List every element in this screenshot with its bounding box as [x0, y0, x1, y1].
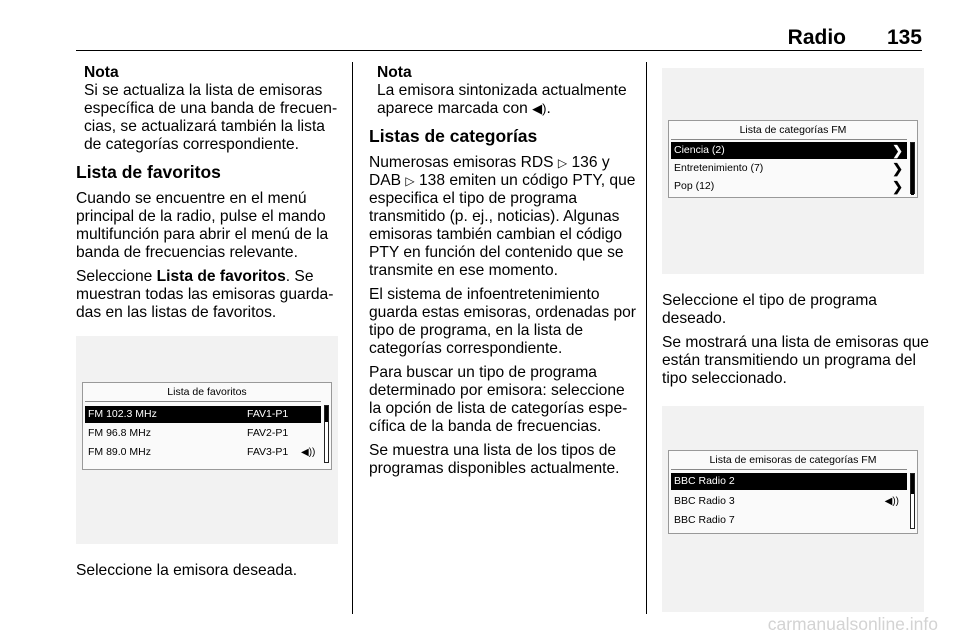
categories-screen-image — [662, 68, 924, 274]
speaker-icon: ◀) — [532, 101, 547, 116]
scrollbar — [910, 142, 915, 194]
categories-display — [668, 120, 918, 198]
reference-arrow-icon: ▷ — [557, 156, 568, 170]
display-title: Lista de categorías FM — [739, 124, 847, 136]
list-item: BBC Radio 7 — [674, 514, 735, 526]
page-title: Radio — [787, 26, 846, 49]
paragraph: El sistema de infoentretenimiento guarda estas emisoras, ordenadas por tipo de programa, en la lista de categorías correspondiente. — [369, 286, 636, 357]
scrollbar — [910, 473, 915, 529]
list-item: Ciencia (2) ❯ — [671, 142, 907, 159]
right-column — [662, 292, 932, 394]
section-heading-favorites: Lista de favoritos — [76, 162, 221, 182]
paragraph: Seleccione el tipo de programa deseado. — [662, 292, 877, 327]
note-heading: Nota — [84, 64, 119, 81]
display-title: Lista de emisoras de categorías FM — [709, 454, 877, 466]
reference-arrow-icon: ▷ — [405, 174, 415, 188]
note-text: Si se actualiza la lista de emisoras específica de una banda de frecuen-cias, se actualizará también la lista de categorías correspondiente. — [84, 82, 338, 153]
note-text: La emisora sintonizada actualmente aparece marcada con ◀). — [377, 82, 627, 117]
list-item: Pop (12) ❯ — [674, 179, 903, 194]
caption: Seleccione la emisora deseada. — [76, 562, 298, 579]
favorites-screen-image — [76, 336, 338, 544]
list-item: BBC Radio 2 — [671, 473, 907, 490]
chevron-right-icon: ❯ — [892, 179, 903, 194]
paragraph: Seleccione Lista de favoritos. Se muestran todas las emisoras guarda-das en las listas de favoritos. — [76, 268, 334, 321]
list-item: FM 89.0 MHz FAV3-P1 ◀)) — [85, 444, 321, 461]
middle-column — [369, 64, 637, 484]
chevron-right-icon: ❯ — [892, 143, 903, 158]
column-divider-1 — [352, 62, 353, 614]
emphasis: Lista de favoritos — [156, 268, 286, 285]
stations-screen-image — [662, 406, 924, 612]
speaker-icon: ◀)) — [301, 447, 316, 458]
display-title: Lista de favoritos — [167, 386, 247, 398]
paragraph: Se muestra una lista de los tipos de programas disponibles actualmente. — [369, 442, 620, 477]
favorites-display — [82, 382, 332, 470]
list-item: BBC Radio 3 ◀)) — [671, 493, 907, 510]
page-header — [76, 26, 922, 50]
column-divider-2 — [646, 62, 647, 614]
chevron-right-icon: ❯ — [892, 161, 903, 176]
page-number: 135 — [886, 26, 922, 49]
header-rule — [76, 50, 922, 51]
paragraph: Cuando se encuentre en el menú principal de la radio, pulse el mando multifunción para abrir el menú de la banda de frecuencias relevante. — [76, 190, 329, 261]
left-column — [76, 64, 342, 328]
scrollbar — [324, 405, 329, 463]
paragraph: Numerosas emisoras RDS ▷ 136 y DAB ▷ 138 emiten un código PTY, que especifica el tipo de programa transmitido (p. ej., noticias). Algunas emisoras también cambian el código PTY en función del contenido que se transmite en ese momento. — [369, 154, 636, 279]
watermark: carmanualsonline.info — [767, 614, 938, 634]
paragraph: Para buscar un tipo de programa determinado por emisora: seleccione la opción de lista de categorías espe-cífica de la banda de frecuencias. — [369, 364, 628, 435]
note-heading: Nota — [377, 64, 412, 81]
stations-display — [668, 450, 918, 534]
list-item: FM 102.3 MHz FAV1-P1 — [85, 406, 321, 423]
list-item: Entretenimiento (7) ❯ — [674, 161, 903, 176]
speaker-icon: ◀)) — [884, 496, 899, 507]
section-heading-categories: Listas de categorías — [369, 126, 538, 146]
paragraph: Se mostrará una lista de emisoras que están transmitiendo un programa del tipo seleccionado. — [662, 334, 929, 387]
list-item: FM 96.8 MHz FAV2-P1 — [88, 427, 289, 439]
favorites-caption-block — [76, 562, 342, 586]
